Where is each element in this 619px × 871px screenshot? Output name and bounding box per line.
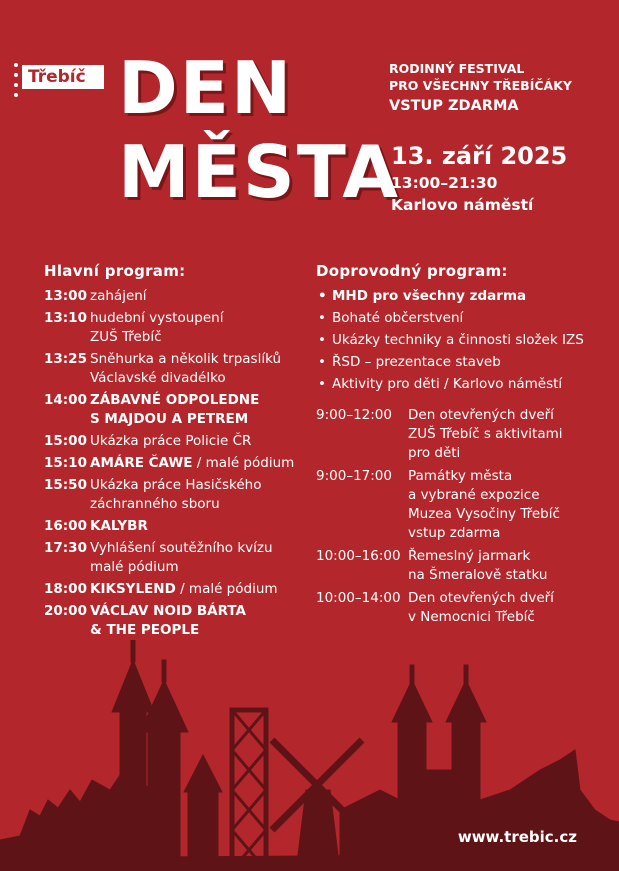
program-item: [44, 454, 304, 473]
free-entry: VSTUP ZDARMA: [389, 98, 519, 114]
program-item-event: [90, 580, 304, 599]
program-item: [44, 580, 304, 599]
logo-text: Třebíč: [22, 65, 104, 89]
side-extra-event: [408, 406, 606, 463]
program-item-time: 16:00: [44, 518, 87, 534]
program-item-time: 18:00: [44, 581, 87, 597]
main-program: [44, 262, 304, 643]
program-item-text: Vyhlášení soutěžního kvízu: [90, 540, 273, 556]
side-extra-item: [316, 467, 606, 543]
side-extra-item: [316, 547, 606, 585]
side-extra-text: Památky města: [408, 468, 513, 484]
side-extra-event: [408, 547, 606, 585]
subtitle-line-2: PRO VŠECHNY TŘEBÍČÁKY: [389, 78, 572, 93]
side-extra-event: [408, 589, 606, 627]
event-time-place: [391, 172, 533, 216]
program-item-time: 13:25: [44, 351, 87, 367]
side-extra-time: 10:00–14:00: [316, 590, 401, 606]
program-item: [44, 432, 304, 451]
side-extra-text: Řemeslný jarmark: [408, 548, 531, 564]
program-item-event: [90, 517, 304, 536]
side-bullet-item: • ŘSD – prezentace staveb: [316, 353, 606, 372]
city-logo: [14, 63, 94, 107]
program-item-text: záchranného sboru: [90, 496, 220, 512]
side-extra-text: Den otevřených dveří: [408, 407, 554, 423]
side-extra-text: vstup zdarma: [408, 525, 501, 541]
side-extra-text: v Nemocnici Třebíč: [408, 609, 535, 625]
side-extra-time: 9:00–12:00: [316, 407, 392, 423]
program-item-text: malé pódium: [90, 559, 179, 575]
program-item-time: 15:50: [44, 477, 87, 493]
festival-subtitle: [389, 60, 572, 115]
program-item-text: AMÁRE ČAWE: [90, 455, 193, 471]
program-item-text: hudební vystoupení: [90, 310, 224, 326]
program-item-text: Václavské divadélko: [90, 370, 226, 386]
program-item-event: [90, 539, 304, 577]
side-extra-item: [316, 589, 606, 627]
title-line-1: DEN: [118, 46, 294, 130]
side-program-heading: Doprovodný program:: [316, 262, 508, 280]
program-item-event: [90, 287, 304, 306]
side-extra-text: ZUŠ Třebíč s aktivitami: [408, 426, 563, 442]
side-extra-text: Muzea Vysočiny Třebíč: [408, 506, 560, 522]
program-item: [44, 602, 304, 640]
website-link[interactable]: www.trebic.cz: [457, 828, 577, 846]
side-extra-text: Den otevřených dveří: [408, 590, 554, 606]
side-extra-time: 9:00–17:00: [316, 468, 392, 484]
program-item-text: Ukázka práce Hasičského: [90, 477, 262, 493]
program-item: [44, 391, 304, 429]
logo-dots-icon: [14, 63, 20, 103]
program-item-text: zahájení: [90, 288, 147, 304]
side-bullet-item: • Ukázky techniky a činnosti složek IZS: [316, 331, 606, 350]
side-program-extras: [316, 406, 606, 627]
side-extra-text: a vybrané expozice: [408, 487, 540, 503]
program-item-text: ZÁBAVNÉ ODPOLEDNE: [90, 392, 260, 408]
program-item-text: & THE PEOPLE: [90, 622, 200, 638]
side-program: [316, 262, 606, 631]
program-item-event: [90, 602, 304, 640]
program-item: [44, 309, 304, 347]
event-date: 13. září 2025: [391, 142, 568, 170]
side-extra-text: pro děti: [408, 445, 461, 461]
program-item-event: [90, 432, 304, 451]
program-item: [44, 476, 304, 514]
event-place: Karlovo náměstí: [391, 196, 534, 214]
side-bullet-item: • Aktivity pro děti / Karlovo náměstí: [316, 375, 606, 394]
program-item-suffix: / malé pódium: [175, 581, 278, 597]
side-extra-event: [408, 467, 606, 543]
side-extra-time: 10:00–16:00: [316, 548, 401, 564]
event-time: 13:00–21:30: [391, 174, 498, 192]
program-item-text: S MAJDOU A PETREM: [90, 411, 249, 427]
program-item-event: [90, 350, 304, 388]
program-item-event: [90, 391, 304, 429]
program-item-time: 15:00: [44, 433, 87, 449]
program-item-time: 13:10: [44, 310, 87, 326]
program-item-time: 13:00: [44, 288, 87, 304]
program-item: [44, 539, 304, 577]
subtitle-line-1: RODINNÝ FESTIVAL: [389, 61, 525, 76]
program-item-time: 17:30: [44, 540, 87, 556]
program-item-event: [90, 454, 304, 473]
program-item-event: [90, 309, 304, 347]
side-program-bullets: [316, 287, 606, 394]
program-item-text: VÁCLAV NOID BÁRTA: [90, 603, 247, 619]
program-item: [44, 287, 304, 306]
program-item-text: KALYBR: [90, 518, 148, 534]
program-item-text: KIKSYLEND: [90, 581, 176, 597]
program-item: [44, 350, 304, 388]
program-item: [44, 517, 304, 536]
program-item-text: Sněhurka a několik trpaslíků: [90, 351, 282, 367]
program-item-text: Ukázka práce Policie ČR: [90, 433, 252, 449]
program-item-time: 20:00: [44, 603, 87, 619]
side-bullet-item: • Bohaté občerstvení: [316, 309, 606, 328]
side-extra-item: [316, 406, 606, 463]
program-item-time: 14:00: [44, 392, 87, 408]
program-item-text: ZUŠ Třebíč: [90, 329, 162, 345]
side-extra-text: na Šmeralově statku: [408, 567, 548, 583]
main-program-list: [44, 287, 304, 640]
main-program-heading: Hlavní program:: [44, 262, 186, 280]
program-item-time: 15:10: [44, 455, 87, 471]
side-bullet-item: • MHD pro všechny zdarma: [316, 287, 606, 306]
title-line-2: MĚSTA: [118, 130, 400, 214]
program-item-event: [90, 476, 304, 514]
program-item-suffix: / malé pódium: [192, 455, 295, 471]
